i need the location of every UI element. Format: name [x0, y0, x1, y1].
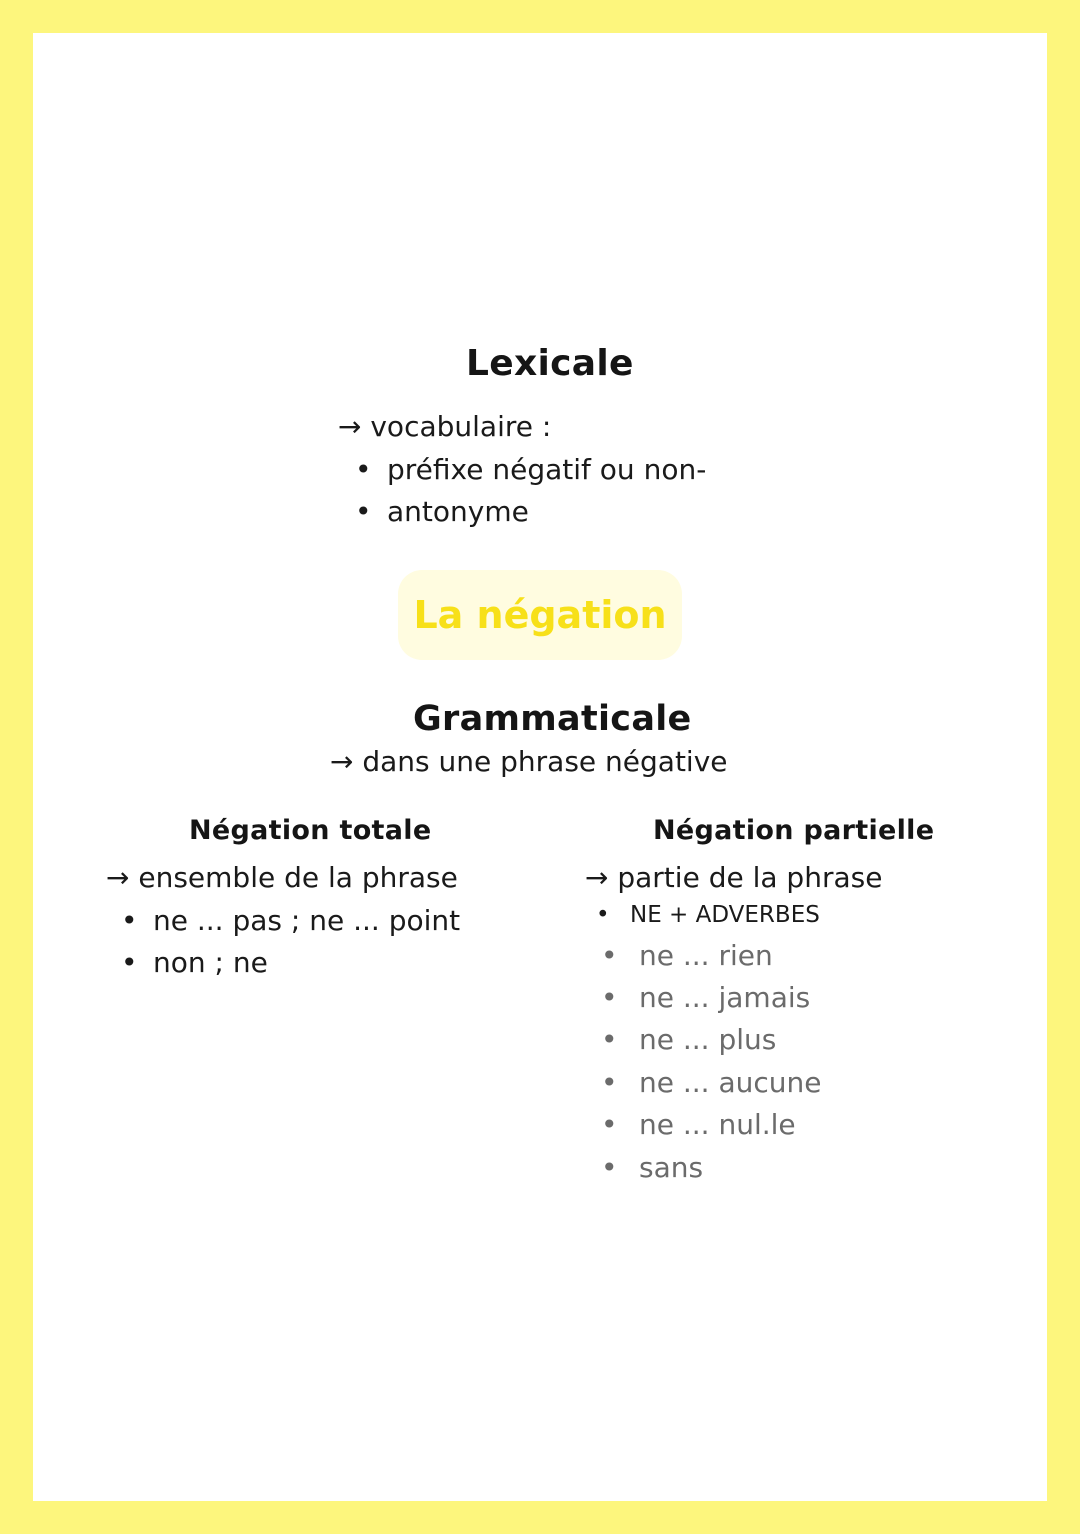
totale-intro: → ensemble de la phrase: [106, 861, 458, 894]
bullet-icon: •: [121, 946, 138, 979]
page-sheet: [33, 33, 1047, 1501]
lexicale-intro: → vocabulaire :: [338, 410, 552, 443]
partielle-item: • ne ... plus: [601, 1023, 777, 1056]
grammaticale-intro: → dans une phrase négative: [330, 745, 728, 778]
bullet-icon: •: [601, 1066, 618, 1099]
bullet-icon: •: [601, 981, 618, 1014]
partielle-item: • ne ... nul.le: [601, 1108, 796, 1141]
bullet-icon: •: [601, 939, 618, 972]
lexicale-item: • préfixe négatif ou non-: [355, 453, 707, 486]
bullet-icon: •: [596, 902, 610, 928]
bullet-icon: •: [601, 1151, 618, 1184]
totale-item: • ne ... pas ; ne ... point: [121, 904, 461, 937]
grammaticale-heading: Grammaticale: [413, 699, 692, 739]
partielle-heading: Négation partielle: [653, 815, 935, 846]
partielle-item: • ne ... aucune: [601, 1066, 822, 1099]
page-title: La négation: [413, 593, 667, 637]
partielle-sub-heading: • NE + ADVERBES: [596, 902, 820, 928]
bullet-icon: •: [601, 1108, 618, 1141]
bullet-icon: •: [355, 495, 372, 528]
lexicale-item: • antonyme: [355, 495, 529, 528]
bullet-icon: •: [601, 1023, 618, 1056]
bullet-icon: •: [355, 453, 372, 486]
partielle-intro: → partie de la phrase: [585, 861, 883, 894]
totale-item: • non ; ne: [121, 946, 268, 979]
partielle-item: • ne ... jamais: [601, 981, 811, 1014]
bullet-icon: •: [121, 904, 138, 937]
partielle-item: • sans: [601, 1151, 704, 1184]
lexicale-heading: Lexicale: [466, 343, 634, 384]
totale-heading: Négation totale: [189, 815, 432, 846]
partielle-item: • ne ... rien: [601, 939, 773, 972]
